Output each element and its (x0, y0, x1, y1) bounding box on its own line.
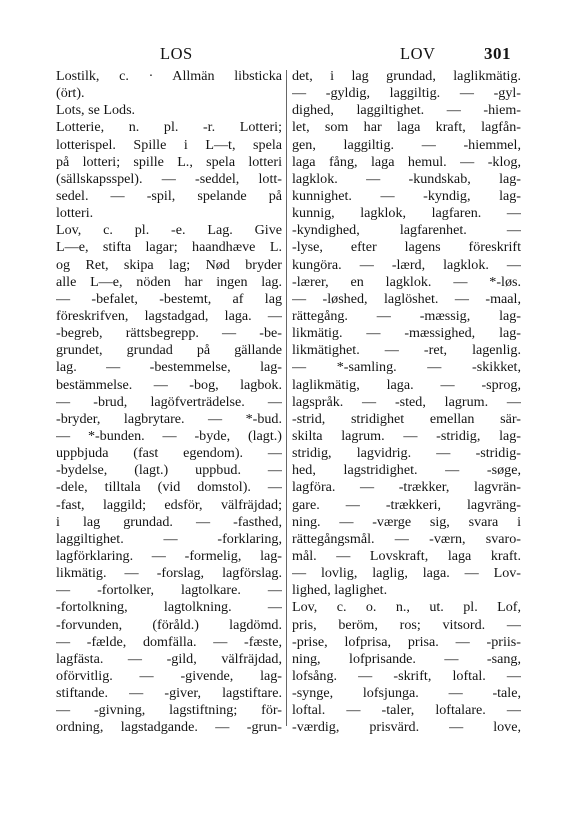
dictionary-line: — lovlig, laglig, laga. — Lov- (292, 565, 521, 582)
dictionary-line: Lotterie, n. pl. -r. Lotteri; (56, 119, 282, 136)
dictionary-line: kunnig, lagklok, lagfaren. — (292, 205, 521, 222)
right-column (292, 68, 521, 736)
dictionary-line: — -løshed, laglöshet. — -maal, (292, 290, 521, 307)
dictionary-line: (ört). (56, 85, 85, 102)
dictionary-line: skilta lagrum. — -stridig, lag- (292, 427, 521, 444)
dictionary-line: — -gyldig, laggiltig. — -gyl- (292, 85, 521, 102)
dictionary-line: — -befalet, -bestemt, af lag (56, 290, 282, 307)
dictionary-line: kungöra. — -lærd, lagklok. — (292, 256, 521, 273)
dictionary-line: i lag grundad. — -fasthed, (56, 513, 282, 530)
page-number: 301 (484, 44, 511, 63)
dictionary-line: lagförklaring. — -formelig, lag- (56, 547, 282, 564)
dictionary-line: -værdig, prisvärd. — love, (292, 719, 521, 736)
dictionary-line: — -fælde, domfälla. — -fæste, (56, 633, 282, 650)
dictionary-line: -begreb, rättsbegrepp. — -be- (56, 325, 282, 342)
dictionary-line: lagföra. — -trækker, lagvrän- (292, 479, 521, 496)
dictionary-line: lag. — -bestemmelse, lag- (56, 359, 282, 376)
dictionary-line: let, som har laga kraft, lagfån- (292, 119, 521, 136)
dictionary-line: loftal. — -taler, loftalare. — (292, 702, 521, 719)
dictionary-line: -dele, tilltala (vid domstol). — (56, 479, 282, 496)
header-left-guideword: LOS (160, 44, 193, 63)
dictionary-line: bestämmelse. — -bog, lagbok. (56, 376, 282, 393)
dictionary-line: -bryder, lagbrytare. — *-bud. (56, 410, 282, 427)
dictionary-line: lagspråk. — -sted, lagrum. — (292, 393, 521, 410)
dictionary-line: — *-bunden. — -byde, (lagt.) (56, 427, 282, 444)
dictionary-line: stridig, lagvidrig. — -stridig- (292, 445, 521, 462)
dictionary-line: mål. — Lovskraft, laga kraft. (292, 547, 521, 564)
dictionary-line: lagklok. — -kundskab, lag- (292, 170, 521, 187)
dictionary-line: grundet, grundad på gällande (56, 342, 282, 359)
dictionary-line: — *-samling. — -skikket, (292, 359, 521, 376)
dictionary-line: -bydelse, (lagt.) uppbud. — (56, 462, 282, 479)
dictionary-line: kunnighet. — -kyndig, lag- (292, 187, 521, 204)
dictionary-line: — -brud, lagöfverträdelse. — (56, 393, 282, 410)
dictionary-line: Lov, c. o. n., ut. pl. Lof, (292, 599, 521, 616)
dictionary-line: -synge, lofsjunga. — -tale, (292, 685, 521, 702)
dictionary-line: L—e, stifta lagar; haandhæve L. (56, 239, 282, 256)
dictionary-line: föreskrifven, lagstadgad, laga. — (56, 307, 282, 324)
dictionary-line: — -givning, lagstiftning; för- (56, 702, 282, 719)
dictionary-line: Lostilk, c. · Allmän libsticka (56, 68, 282, 84)
dictionary-line: (sällskapsspel). — -seddel, lott- (56, 170, 282, 187)
dictionary-line: laggiltighet. — -forklaring, (56, 530, 282, 547)
dictionary-line: — -fortolker, lagtolkare. — (56, 582, 282, 599)
dictionary-line: -lyse, efter lagens föreskrift (292, 239, 521, 256)
left-column (56, 68, 282, 736)
dictionary-line: lagfästa. — -gild, välfräjdad, (56, 650, 282, 667)
dictionary-line: laga fång, laga hemul. — -klog, (292, 153, 521, 170)
dictionary-line: likmätig. — -mæssighed, lag- (292, 325, 521, 342)
dictionary-line: Lots, se Lods. (56, 102, 136, 119)
dictionary-line: -forvunden, (föråld.) lagdömd. (56, 616, 282, 633)
dictionary-line: gen, laggiltig. — -hiemmel, (292, 136, 521, 153)
dictionary-line: stiftande. — -giver, lagstiftare. (56, 685, 282, 702)
dictionary-line: på lotteri; spille L., spela lotteri (56, 153, 282, 170)
dictionary-line: -kyndighed, lagfarenhet. — (292, 222, 521, 239)
dictionary-line: pris, beröm, ros; vitsord. — (292, 616, 521, 633)
dictionary-line: lotterispel. Spille i L—t, spela (56, 136, 282, 153)
dictionary-line: laglikmätig, laga. — -sprog, (292, 376, 521, 393)
dictionary-line: -fortolkning, lagtolkning. — (56, 599, 282, 616)
dictionary-line: og Ret, skipa lag; Nød bryder (56, 256, 282, 273)
dictionary-line: oförvitlig. — -givende, lag- (56, 667, 282, 684)
dictionary-line: -strid, stridighet emellan sär- (292, 410, 521, 427)
dictionary-line: likmätig. — -forslag, lagförslag. (56, 565, 282, 582)
dictionary-line: sedel. — -spil, spelande på (56, 187, 282, 204)
dictionary-line: -fast, laggild; edsför, välfräjdad; (56, 496, 282, 513)
dictionary-line: uppbjuda (fast egendom). — (56, 445, 282, 462)
dictionary-line: ordning, lagstadgande. — -grun- (56, 719, 282, 736)
dictionary-line: ning. — -værge sig, svara i (292, 513, 521, 530)
dictionary-line: rättegångsmål. — -værn, svaro- (292, 530, 521, 547)
dictionary-line: lighed, laglighet. (292, 582, 388, 599)
dictionary-line: Lov, c. pl. -e. Lag. Give (56, 222, 282, 239)
dictionary-line: rättegång. — -mæssig, lag- (292, 307, 521, 324)
dictionary-line: det, i lag grundad, laglikmätig. (292, 68, 521, 84)
dictionary-line: alle L—e, nöden har ingen lag. (56, 273, 282, 290)
dictionary-line: lotteri. (56, 205, 94, 222)
dictionary-line: ning, lofprisande. — -sang, (292, 650, 521, 667)
dictionary-line: gare. — -trækkeri, lagvräng- (292, 496, 521, 513)
dictionary-line: lofsång. — -skrift, loftal. — (292, 667, 521, 684)
dictionary-line: dighed, laggiltighet. — -hiem- (292, 102, 521, 119)
dictionary-line: hed, lagstridighet. — -søge, (292, 462, 521, 479)
header-right-guideword: LOV (400, 44, 436, 63)
column-divider (286, 70, 287, 726)
dictionary-line: -prise, lofprisa, prisa. — -priis- (292, 633, 521, 650)
dictionary-line: -lærer, en lagklok. — *-løs. (292, 273, 521, 290)
dictionary-line: likmätighet. — -ret, lagenlig. (292, 342, 521, 359)
